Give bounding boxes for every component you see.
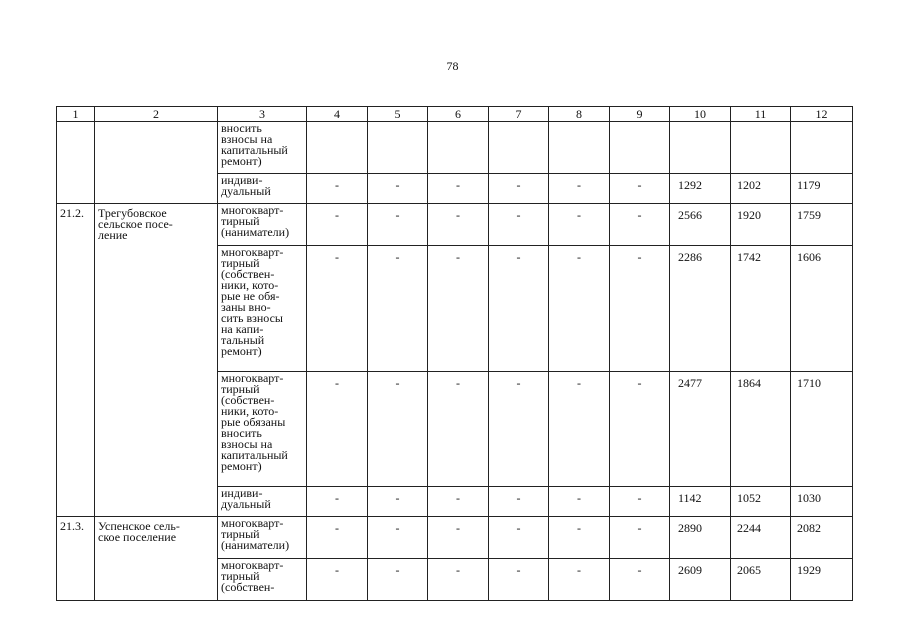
column-header-1: 1 xyxy=(57,107,95,122)
value-cell-col-12 xyxy=(791,122,853,174)
housing-type: вносить взносы на капитальный ремонт) xyxy=(218,122,307,174)
value-cell-col-7: - xyxy=(489,517,549,559)
column-header-4: 4 xyxy=(307,107,368,122)
row-index: 21.3. xyxy=(57,517,95,601)
value-cell-col-12: 1030 xyxy=(791,487,853,517)
value-cell-col-5 xyxy=(368,122,428,174)
column-header-6: 6 xyxy=(428,107,489,122)
value-cell-col-9: - xyxy=(610,246,670,372)
value-cell-col-5: - xyxy=(368,246,428,372)
value-cell-col-11: 2244 xyxy=(731,517,791,559)
value-cell-col-5: - xyxy=(368,204,428,246)
value-cell-col-9 xyxy=(610,122,670,174)
value-cell-col-7: - xyxy=(489,246,549,372)
value-cell-col-8: - xyxy=(549,487,610,517)
value-cell-col-9: - xyxy=(610,487,670,517)
value-cell-col-7: - xyxy=(489,372,549,487)
value-cell-col-4: - xyxy=(307,372,368,487)
housing-type: многокварт- тирный (собствен- ники, кото- рые не обя- заны вно- сить взносы на капи- тальный ремонт) xyxy=(218,246,307,372)
column-header-3: 3 xyxy=(218,107,307,122)
value-cell-col-4: - xyxy=(307,174,368,204)
value-cell-col-6: - xyxy=(428,487,489,517)
value-cell-col-7 xyxy=(489,122,549,174)
value-cell-col-12: 1606 xyxy=(791,246,853,372)
value-cell-col-11: 1202 xyxy=(731,174,791,204)
table-row xyxy=(57,122,853,174)
settlement-name xyxy=(95,122,218,204)
column-header-2: 2 xyxy=(95,107,218,122)
settlement-name: Трегубовское сельское посе- ление xyxy=(95,204,218,517)
value-cell-col-11: 1864 xyxy=(731,372,791,487)
value-cell-col-9: - xyxy=(610,559,670,601)
value-cell-col-4: - xyxy=(307,246,368,372)
value-cell-col-8: - xyxy=(549,174,610,204)
value-cell-col-5: - xyxy=(368,517,428,559)
value-cell-col-8: - xyxy=(549,517,610,559)
value-cell-col-9: - xyxy=(610,204,670,246)
table-row xyxy=(57,204,853,246)
value-cell-col-12: 1759 xyxy=(791,204,853,246)
value-cell-col-8: - xyxy=(549,204,610,246)
value-cell-col-4 xyxy=(307,122,368,174)
value-cell-col-10: 1292 xyxy=(670,174,731,204)
value-cell-col-12: 1710 xyxy=(791,372,853,487)
value-cell-col-6: - xyxy=(428,517,489,559)
value-cell-col-11: 2065 xyxy=(731,559,791,601)
value-cell-col-5: - xyxy=(368,174,428,204)
value-cell-col-6: - xyxy=(428,174,489,204)
value-cell-col-8: - xyxy=(549,559,610,601)
housing-type: многокварт- тирный (наниматели) xyxy=(218,204,307,246)
housing-type: многокварт- тирный (собствен- xyxy=(218,559,307,601)
column-header-8: 8 xyxy=(549,107,610,122)
value-cell-col-4: - xyxy=(307,204,368,246)
value-cell-col-9: - xyxy=(610,174,670,204)
value-cell-col-10: 2609 xyxy=(670,559,731,601)
value-cell-col-6: - xyxy=(428,372,489,487)
value-cell-col-4: - xyxy=(307,487,368,517)
value-cell-col-8: - xyxy=(549,246,610,372)
column-header-9: 9 xyxy=(610,107,670,122)
value-cell-col-11: 1742 xyxy=(731,246,791,372)
value-cell-col-12: 1179 xyxy=(791,174,853,204)
column-header-12: 12 xyxy=(791,107,853,122)
value-cell-col-10 xyxy=(670,122,731,174)
value-cell-col-5: - xyxy=(368,559,428,601)
data-table xyxy=(56,106,853,601)
value-cell-col-11 xyxy=(731,122,791,174)
value-cell-col-12: 2082 xyxy=(791,517,853,559)
value-cell-col-10: 2890 xyxy=(670,517,731,559)
value-cell-col-7: - xyxy=(489,487,549,517)
value-cell-col-11: 1920 xyxy=(731,204,791,246)
value-cell-col-10: 1142 xyxy=(670,487,731,517)
value-cell-col-10: 2566 xyxy=(670,204,731,246)
value-cell-col-7: - xyxy=(489,204,549,246)
column-header-10: 10 xyxy=(670,107,731,122)
value-cell-col-10: 2286 xyxy=(670,246,731,372)
column-header-11: 11 xyxy=(731,107,791,122)
column-header-7: 7 xyxy=(489,107,549,122)
value-cell-col-4: - xyxy=(307,517,368,559)
value-cell-col-9: - xyxy=(610,517,670,559)
row-index: 21.2. xyxy=(57,204,95,517)
page-number: 78 xyxy=(446,59,459,73)
housing-type: индиви- дуальный xyxy=(218,174,307,204)
value-cell-col-10: 2477 xyxy=(670,372,731,487)
settlement-name: Успенское сель- ское поселение xyxy=(95,517,218,601)
value-cell-col-4: - xyxy=(307,559,368,601)
table-header-row xyxy=(57,107,853,122)
value-cell-col-6: - xyxy=(428,559,489,601)
housing-type: многокварт- тирный (наниматели) xyxy=(218,517,307,559)
value-cell-col-6: - xyxy=(428,204,489,246)
value-cell-col-9: - xyxy=(610,372,670,487)
table-row xyxy=(57,517,853,559)
row-index xyxy=(57,122,95,204)
value-cell-col-8: - xyxy=(549,372,610,487)
value-cell-col-11: 1052 xyxy=(731,487,791,517)
value-cell-col-8 xyxy=(549,122,610,174)
value-cell-col-6 xyxy=(428,122,489,174)
value-cell-col-6: - xyxy=(428,246,489,372)
value-cell-col-7: - xyxy=(489,559,549,601)
housing-type: индиви- дуальный xyxy=(218,487,307,517)
value-cell-col-5: - xyxy=(368,487,428,517)
column-header-5: 5 xyxy=(368,107,428,122)
housing-type: многокварт- тирный (собствен- ники, кото- рые обязаны вносить взносы на капитальный ремонт) xyxy=(218,372,307,487)
value-cell-col-5: - xyxy=(368,372,428,487)
value-cell-col-12: 1929 xyxy=(791,559,853,601)
value-cell-col-7: - xyxy=(489,174,549,204)
